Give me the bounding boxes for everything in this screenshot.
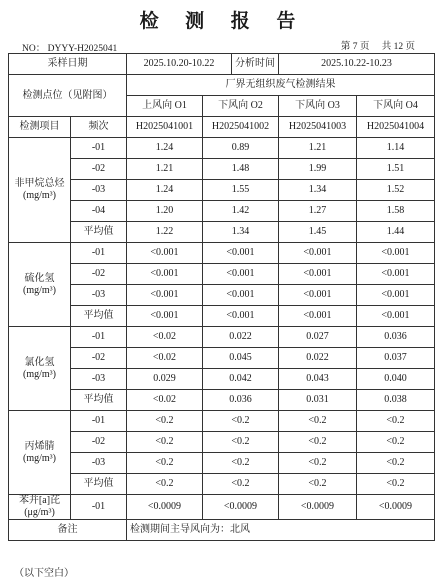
value-cell: 1.21 — [279, 138, 357, 159]
value-cell: 1.99 — [279, 159, 357, 180]
pollutant-label — [9, 411, 71, 495]
value-cell: 0.043 — [279, 369, 357, 390]
pollutant-name: 苯并[a]芘 — [18, 495, 61, 506]
table-row — [9, 411, 435, 432]
blank-below-note: （以下空白） — [14, 568, 74, 579]
frequency-cell: -03 — [71, 453, 127, 474]
value-cell: <0.2 — [203, 453, 279, 474]
results-table — [8, 53, 435, 541]
value-cell: <0.2 — [357, 411, 435, 432]
page-total: 共 12 页 — [381, 42, 415, 52]
table-row — [9, 159, 435, 180]
table-row — [9, 348, 435, 369]
value-cell: <0.0009 — [127, 495, 203, 520]
value-cell: <0.2 — [357, 432, 435, 453]
table-row — [9, 306, 435, 327]
frequency-cell: -01 — [71, 243, 127, 264]
pollutant-unit: (mg/m³) — [23, 284, 56, 296]
value-cell: <0.001 — [279, 285, 357, 306]
sample-id-o2: H2025041002 — [203, 117, 279, 138]
value-cell: <0.001 — [279, 306, 357, 327]
value-cell: <0.001 — [279, 243, 357, 264]
value-cell: <0.2 — [279, 411, 357, 432]
location-o2: 下风向 O2 — [203, 96, 279, 117]
table-row — [9, 327, 435, 348]
frequency-cell: 平均值 — [71, 390, 127, 411]
frequency-cell: -02 — [71, 159, 127, 180]
value-cell: 1.34 — [203, 222, 279, 243]
pollutant-name: 硫化氢 — [24, 272, 55, 284]
sampling-date-label: 采样日期 — [9, 54, 127, 75]
value-cell: <0.001 — [357, 264, 435, 285]
frequency-cell: -02 — [71, 264, 127, 285]
location-o3: 下风向 O3 — [279, 96, 357, 117]
page-indicator — [331, 38, 415, 52]
pollutant-unit: (mg/m³) — [23, 368, 56, 380]
value-cell: <0.02 — [127, 348, 203, 369]
table-row — [9, 243, 435, 264]
pollutant-label — [9, 243, 71, 327]
analysis-time-value: 2025.10.22-10.23 — [279, 54, 435, 75]
table-row — [9, 285, 435, 306]
frequency-cell: -01 — [71, 495, 127, 520]
value-cell: 1.51 — [357, 159, 435, 180]
table-row — [9, 495, 435, 520]
value-cell: 1.48 — [203, 159, 279, 180]
value-cell: 0.040 — [357, 369, 435, 390]
frequency-cell: -01 — [71, 327, 127, 348]
value-cell: 0.045 — [203, 348, 279, 369]
sample-id-o4: H2025041004 — [357, 117, 435, 138]
value-cell: 1.20 — [127, 201, 203, 222]
value-cell: <0.2 — [203, 474, 279, 495]
value-cell: <0.2 — [279, 432, 357, 453]
value-cell: 0.89 — [203, 138, 279, 159]
sampling-date-value: 2025.10.20-10.22 — [127, 54, 232, 75]
value-cell: 0.029 — [127, 369, 203, 390]
frequency-cell: -04 — [71, 201, 127, 222]
sample-id-o1: H2025041001 — [127, 117, 203, 138]
frequency-cell: -01 — [71, 138, 127, 159]
table-row — [9, 138, 435, 159]
value-cell: <0.001 — [203, 285, 279, 306]
value-cell: 0.036 — [203, 390, 279, 411]
pollutant-unit: (mg/m³) — [23, 190, 56, 201]
value-cell: 1.21 — [127, 159, 203, 180]
value-cell: <0.001 — [127, 306, 203, 327]
frequency-cell: -02 — [71, 348, 127, 369]
value-cell: 1.27 — [279, 201, 357, 222]
value-cell: 1.45 — [279, 222, 357, 243]
pollutant-unit: (mg/m³) — [23, 452, 56, 464]
table-row — [9, 180, 435, 201]
value-cell: 1.34 — [279, 180, 357, 201]
value-cell: <0.2 — [203, 411, 279, 432]
value-cell: 1.14 — [357, 138, 435, 159]
value-cell: <0.2 — [357, 453, 435, 474]
value-cell: 1.52 — [357, 180, 435, 201]
remarks-label: 备注 — [9, 520, 127, 541]
value-cell: <0.0009 — [279, 495, 357, 520]
pollutant-label — [9, 138, 71, 243]
frequency-cell: -02 — [71, 432, 127, 453]
table-row — [9, 474, 435, 495]
location-o1: 上风向 O1 — [127, 96, 203, 117]
value-cell: 1.44 — [357, 222, 435, 243]
value-cell: <0.001 — [357, 306, 435, 327]
value-cell: <0.0009 — [357, 495, 435, 520]
frequency-cell: -03 — [71, 369, 127, 390]
value-cell: <0.02 — [127, 327, 203, 348]
value-cell: <0.2 — [127, 474, 203, 495]
value-cell: 1.58 — [357, 201, 435, 222]
value-cell: 0.042 — [203, 369, 279, 390]
freq-label: 频次 — [71, 117, 127, 138]
sample-id-o3: H2025041003 — [279, 117, 357, 138]
report-number: NO： DYYY-H2025041 — [22, 44, 118, 54]
value-cell: <0.001 — [203, 306, 279, 327]
table-row — [9, 201, 435, 222]
value-cell: <0.001 — [279, 264, 357, 285]
frequency-cell: -01 — [71, 411, 127, 432]
value-cell: <0.2 — [203, 432, 279, 453]
value-cell: <0.001 — [127, 264, 203, 285]
value-cell: <0.001 — [127, 285, 203, 306]
table-row — [9, 432, 435, 453]
value-cell: 0.027 — [279, 327, 357, 348]
value-cell: 0.037 — [357, 348, 435, 369]
sampling-row — [9, 54, 435, 75]
value-cell: 1.24 — [127, 138, 203, 159]
value-cell: <0.2 — [357, 474, 435, 495]
frequency-cell: 平均值 — [71, 306, 127, 327]
item-label: 检测项目 — [9, 117, 71, 138]
pollutant-name: 非甲烷总烃 — [14, 178, 65, 189]
table-row — [9, 390, 435, 411]
location-o4: 下风向 O4 — [357, 96, 435, 117]
remarks-row — [9, 520, 435, 541]
frequency-cell: -03 — [71, 180, 127, 201]
value-cell: <0.0009 — [203, 495, 279, 520]
pollutant-unit: (μg/m³) — [24, 507, 55, 518]
value-cell: <0.2 — [279, 474, 357, 495]
pollutant-label — [9, 495, 71, 520]
table-row — [9, 222, 435, 243]
location-header-row — [9, 75, 435, 96]
report-title: 检 测 报 告 — [139, 10, 306, 32]
value-cell: 0.022 — [279, 348, 357, 369]
value-cell: 1.42 — [203, 201, 279, 222]
value-cell: 0.038 — [357, 390, 435, 411]
value-cell: 1.22 — [127, 222, 203, 243]
value-cell: <0.2 — [127, 453, 203, 474]
value-cell: <0.2 — [279, 453, 357, 474]
pollutant-name: 丙烯腈 — [24, 440, 55, 452]
sample-id-row — [9, 117, 435, 138]
pollutant-name: 氯化氢 — [24, 356, 55, 368]
value-cell: 0.022 — [203, 327, 279, 348]
value-cell: <0.001 — [203, 243, 279, 264]
value-cell: <0.001 — [203, 264, 279, 285]
frequency-cell: -03 — [71, 285, 127, 306]
value-cell: 0.036 — [357, 327, 435, 348]
remarks-text: 检测期间主导风向为：北风 — [127, 520, 435, 541]
frequency-cell: 平均值 — [71, 474, 127, 495]
frequency-cell: 平均值 — [71, 222, 127, 243]
table-row — [9, 369, 435, 390]
value-cell: <0.2 — [127, 432, 203, 453]
pollutant-label — [9, 327, 71, 411]
value-cell: 1.24 — [127, 180, 203, 201]
value-cell: 1.55 — [203, 180, 279, 201]
value-cell: <0.02 — [127, 390, 203, 411]
value-cell: <0.001 — [357, 243, 435, 264]
location-label: 检测点位（见附图） — [9, 75, 127, 117]
value-cell: <0.001 — [357, 285, 435, 306]
value-cell: <0.001 — [127, 243, 203, 264]
table-row — [9, 453, 435, 474]
analysis-time-label: 分析时间 — [232, 54, 279, 75]
page-current: 第 7 页 — [340, 42, 370, 52]
value-cell: <0.2 — [127, 411, 203, 432]
group-title: 厂界无组织废气检测结果 — [127, 75, 435, 96]
table-row — [9, 264, 435, 285]
value-cell: 0.031 — [279, 390, 357, 411]
